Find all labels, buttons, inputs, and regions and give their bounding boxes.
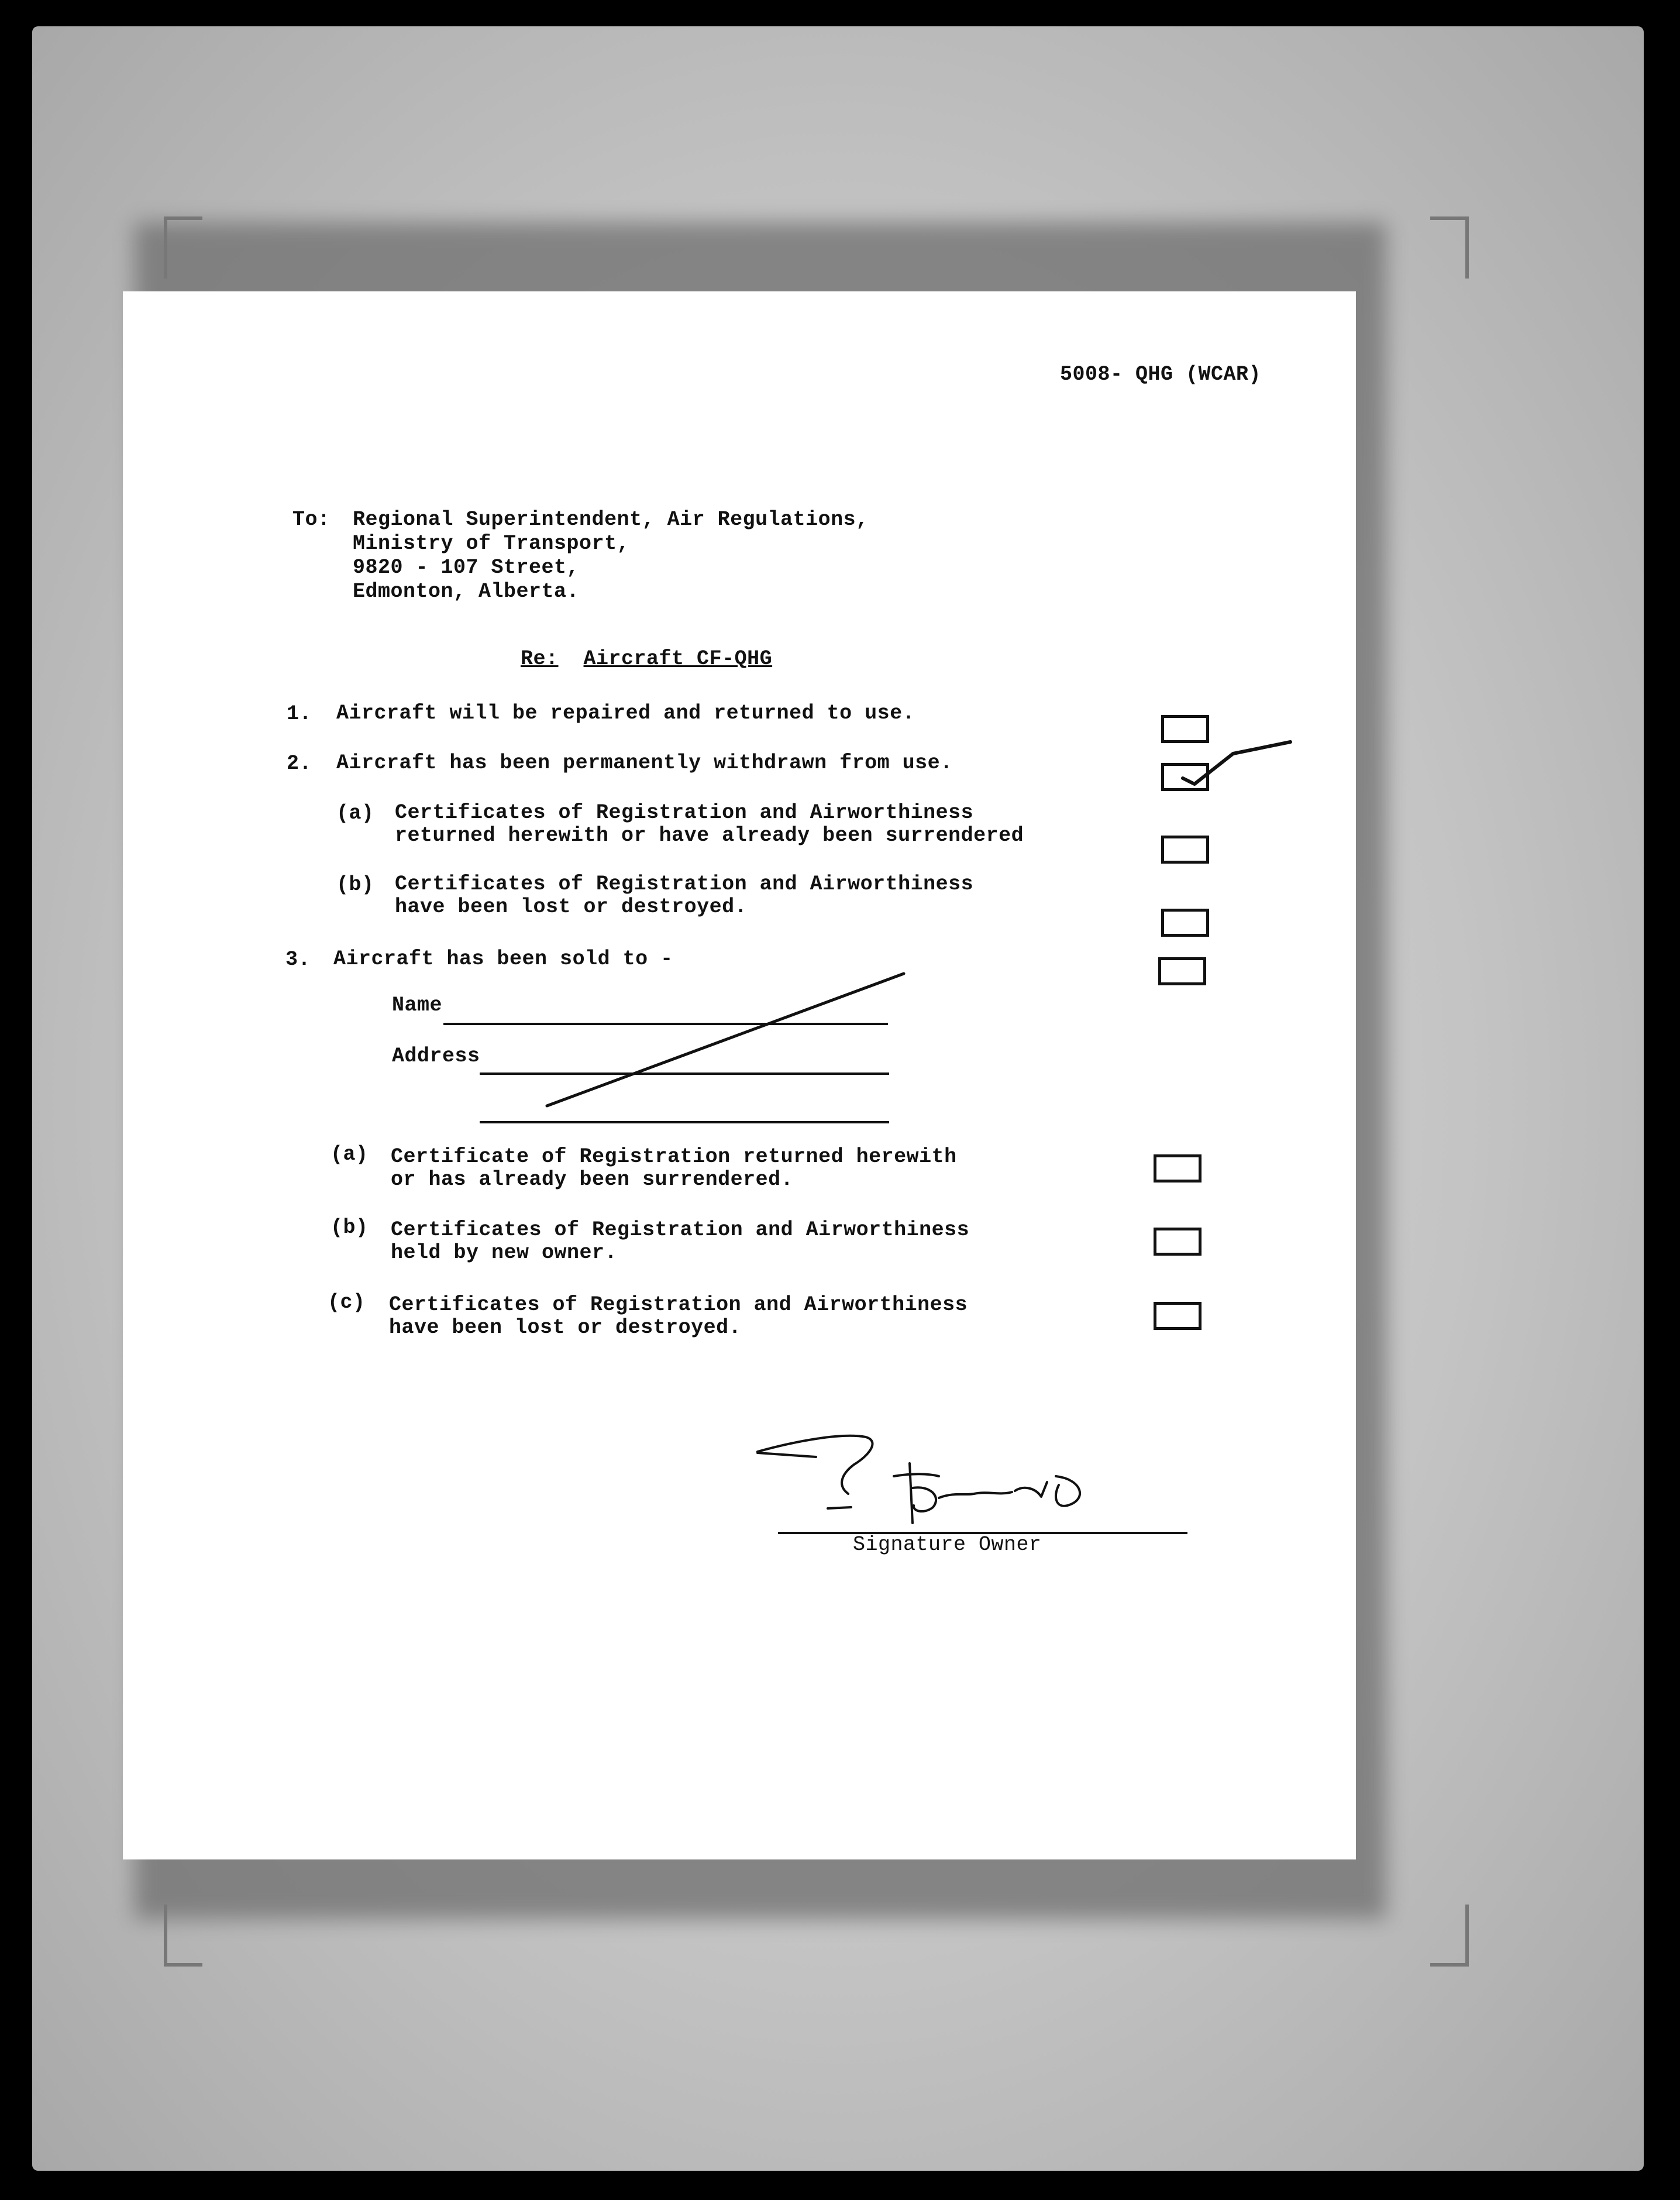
- item-line: returned herewith or have already been surrendered: [395, 824, 1024, 847]
- signature-caption: Signature Owner: [853, 1533, 1042, 1556]
- corner-mark-bottom-right: [1430, 1905, 1469, 1967]
- item-line: Certificates of Registration and Airworthiness: [395, 801, 974, 824]
- item-number: (a): [336, 802, 374, 825]
- to-label: To:: [292, 508, 331, 531]
- name-label: Name: [392, 994, 443, 1017]
- re-label: Re:: [521, 647, 559, 671]
- address-line: Edmonton, Alberta.: [353, 580, 580, 603]
- item-number: (c): [328, 1291, 366, 1314]
- item-line: held by new owner.: [391, 1241, 618, 1264]
- item-line: or has already been surrendered.: [391, 1168, 794, 1191]
- reference-number: 5008- QHG (WCAR): [1060, 363, 1262, 386]
- item-line: Certificate of Registration returned herewith: [391, 1145, 957, 1168]
- corner-mark-top-right: [1430, 216, 1469, 279]
- document-page: [123, 291, 1356, 1859]
- handwriting-overlay: [123, 291, 1356, 1859]
- item-number: 1.: [287, 702, 312, 726]
- item-number: (b): [331, 1216, 369, 1239]
- item-line: Certificates of Registration and Airworthiness: [391, 1218, 970, 1242]
- item-number: 2.: [287, 752, 312, 775]
- item-line: Aircraft has been permanently withdrawn from use.: [336, 751, 953, 775]
- checkmark: [1183, 742, 1290, 784]
- item-line: Certificates of Registration and Airworthiness: [389, 1293, 968, 1316]
- address-line: 9820 - 107 Street,: [353, 556, 580, 579]
- item-line: Aircraft has been sold to -: [333, 947, 673, 971]
- item-number: 3.: [285, 948, 311, 971]
- cross-out-stroke: [547, 974, 904, 1106]
- address-line: Regional Superintendent, Air Regulations,: [353, 508, 869, 531]
- item-line: have been lost or destroyed.: [395, 895, 748, 919]
- corner-mark-top-left: [164, 216, 202, 279]
- item-line: Aircraft will be repaired and returned to use.: [336, 702, 915, 725]
- item-line: have been lost or destroyed.: [389, 1316, 742, 1339]
- re-subject: Aircraft CF-QHG: [583, 647, 773, 671]
- address-line: Ministry of Transport,: [353, 532, 630, 555]
- item-number: (b): [336, 873, 374, 896]
- corner-mark-bottom-left: [164, 1905, 202, 1967]
- address-label: Address: [392, 1044, 480, 1068]
- signature-scribble: [758, 1436, 1080, 1523]
- item-number: (a): [331, 1143, 369, 1166]
- item-line: Certificates of Registration and Airworthiness: [395, 872, 974, 896]
